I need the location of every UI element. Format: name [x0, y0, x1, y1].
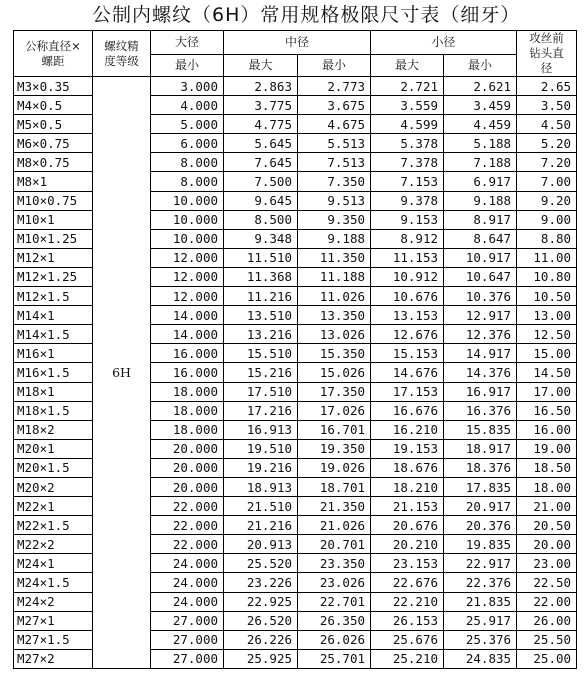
pitch-max-cell: 5.645	[224, 134, 298, 153]
minor-max-cell: 7.378	[371, 153, 444, 172]
major-min-cell: 22.000	[151, 497, 224, 516]
pitch-max-cell: 22.925	[224, 592, 298, 611]
minor-min-cell: 6.917	[444, 172, 517, 191]
minor-max-cell: 25.210	[371, 649, 444, 668]
header-drill	[517, 31, 577, 77]
drill-cell: 11.00	[517, 248, 577, 267]
minor-min-cell: 12.376	[444, 325, 517, 344]
major-min-cell: 10.000	[151, 191, 224, 210]
major-min-cell: 8.000	[151, 153, 224, 172]
pitch-min-cell: 11.350	[298, 248, 371, 267]
pitch-max-cell: 2.863	[224, 77, 298, 96]
header-drill-line3: 径	[540, 61, 553, 75]
spec-cell: M27×1.5	[14, 630, 93, 649]
minor-max-cell: 20.676	[371, 516, 444, 535]
minor-min-cell: 19.835	[444, 535, 517, 554]
header-major: 大径	[151, 31, 224, 55]
pitch-min-cell: 23.350	[298, 554, 371, 573]
header-grade	[93, 31, 151, 77]
pitch-min-cell: 15.026	[298, 363, 371, 382]
pitch-min-cell: 16.701	[298, 420, 371, 439]
minor-max-cell: 14.676	[371, 363, 444, 382]
pitch-min-cell: 17.350	[298, 382, 371, 401]
page-title: 公制内螺纹（6H）常用规格极限尺寸表（细牙）	[92, 4, 521, 26]
header-major-min: 最小	[151, 54, 224, 76]
header-minor-min: 最小	[444, 54, 517, 76]
drill-cell: 16.00	[517, 420, 577, 439]
spec-cell: M18×2	[14, 420, 93, 439]
pitch-min-cell: 23.026	[298, 573, 371, 592]
header-spec-line2: 螺距	[41, 53, 65, 68]
minor-min-cell: 18.917	[444, 439, 517, 458]
minor-min-cell: 10.376	[444, 287, 517, 306]
minor-min-cell: 3.459	[444, 96, 517, 115]
pitch-max-cell: 11.368	[224, 267, 298, 286]
major-min-cell: 16.000	[151, 344, 224, 363]
minor-min-cell: 4.459	[444, 115, 517, 134]
spec-cell: M20×1.5	[14, 458, 93, 477]
pitch-min-cell: 5.513	[298, 134, 371, 153]
minor-min-cell: 21.835	[444, 592, 517, 611]
drill-cell: 25.50	[517, 630, 577, 649]
major-min-cell: 8.000	[151, 172, 224, 191]
spec-cell: M24×1	[14, 554, 93, 573]
pitch-max-cell: 25.925	[224, 649, 298, 668]
spec-cell: M4×0.5	[14, 96, 93, 115]
spec-cell: M22×1.5	[14, 516, 93, 535]
header-spec-line1: 公称直径×	[25, 38, 81, 53]
header-grade-line1: 螺纹精	[104, 38, 139, 53]
pitch-min-cell: 17.026	[298, 401, 371, 420]
minor-min-cell: 10.647	[444, 267, 517, 286]
spec-cell: M14×1.5	[14, 325, 93, 344]
header-minor: 小径	[371, 31, 517, 55]
minor-max-cell: 26.153	[371, 611, 444, 630]
table-body	[14, 77, 577, 669]
drill-cell: 20.50	[517, 516, 577, 535]
major-min-cell: 6.000	[151, 134, 224, 153]
minor-min-cell: 20.917	[444, 497, 517, 516]
pitch-min-cell: 15.350	[298, 344, 371, 363]
pitch-min-cell: 19.026	[298, 458, 371, 477]
drill-cell: 22.50	[517, 573, 577, 592]
drill-cell: 19.00	[517, 439, 577, 458]
pitch-min-cell: 22.701	[298, 592, 371, 611]
minor-max-cell: 10.676	[371, 287, 444, 306]
pitch-max-cell: 16.913	[224, 420, 298, 439]
spec-cell: M5×0.5	[14, 115, 93, 134]
pitch-max-cell: 13.510	[224, 306, 298, 325]
drill-cell: 9.00	[517, 210, 577, 229]
pitch-min-cell: 11.188	[298, 267, 371, 286]
minor-min-cell: 20.376	[444, 516, 517, 535]
pitch-min-cell: 25.701	[298, 649, 371, 668]
major-min-cell: 22.000	[151, 535, 224, 554]
drill-cell: 20.00	[517, 535, 577, 554]
major-min-cell: 20.000	[151, 439, 224, 458]
pitch-max-cell: 11.510	[224, 248, 298, 267]
pitch-max-cell: 17.510	[224, 382, 298, 401]
header-drill-line2: 钻头直	[529, 46, 564, 60]
pitch-min-cell: 9.513	[298, 191, 371, 210]
minor-min-cell: 16.917	[444, 382, 517, 401]
major-min-cell: 27.000	[151, 611, 224, 630]
spec-cell: M8×1	[14, 172, 93, 191]
pitch-min-cell: 7.350	[298, 172, 371, 191]
spec-cell: M22×2	[14, 535, 93, 554]
spec-cell: M3×0.35	[14, 77, 93, 96]
minor-min-cell: 17.835	[444, 477, 517, 496]
minor-min-cell: 12.917	[444, 306, 517, 325]
grade-cell: 6H	[93, 77, 151, 669]
minor-max-cell: 10.912	[371, 267, 444, 286]
minor-min-cell: 9.188	[444, 191, 517, 210]
pitch-min-cell: 18.701	[298, 477, 371, 496]
spec-cell: M12×1	[14, 248, 93, 267]
pitch-min-cell: 20.701	[298, 535, 371, 554]
minor-min-cell: 25.917	[444, 611, 517, 630]
major-min-cell: 24.000	[151, 573, 224, 592]
spec-cell: M18×1.5	[14, 401, 93, 420]
pitch-max-cell: 13.216	[224, 325, 298, 344]
minor-min-cell: 8.917	[444, 210, 517, 229]
header-minor-max: 最大	[371, 54, 444, 76]
drill-cell: 13.00	[517, 306, 577, 325]
drill-cell: 22.00	[517, 592, 577, 611]
drill-cell: 12.50	[517, 325, 577, 344]
spec-cell: M10×1.25	[14, 229, 93, 248]
pitch-max-cell: 17.216	[224, 401, 298, 420]
minor-min-cell: 18.376	[444, 458, 517, 477]
header-spec	[14, 31, 93, 77]
major-min-cell: 12.000	[151, 267, 224, 286]
pitch-min-cell: 9.188	[298, 229, 371, 248]
pitch-max-cell: 21.510	[224, 497, 298, 516]
major-min-cell: 20.000	[151, 458, 224, 477]
table-row	[14, 77, 577, 96]
pitch-min-cell: 21.026	[298, 516, 371, 535]
minor-max-cell: 9.378	[371, 191, 444, 210]
minor-max-cell: 21.153	[371, 497, 444, 516]
drill-cell: 8.80	[517, 229, 577, 248]
minor-max-cell: 4.599	[371, 115, 444, 134]
minor-max-cell: 13.153	[371, 306, 444, 325]
major-min-cell: 18.000	[151, 401, 224, 420]
minor-max-cell: 22.676	[371, 573, 444, 592]
minor-min-cell: 8.647	[444, 229, 517, 248]
major-min-cell: 14.000	[151, 325, 224, 344]
pitch-max-cell: 9.645	[224, 191, 298, 210]
major-min-cell: 27.000	[151, 649, 224, 668]
minor-max-cell: 7.153	[371, 172, 444, 191]
minor-min-cell: 2.621	[444, 77, 517, 96]
minor-max-cell: 8.912	[371, 229, 444, 248]
minor-min-cell: 5.188	[444, 134, 517, 153]
spec-cell: M20×2	[14, 477, 93, 496]
pitch-min-cell: 7.513	[298, 153, 371, 172]
minor-max-cell: 18.210	[371, 477, 444, 496]
minor-min-cell: 25.376	[444, 630, 517, 649]
spec-cell: M16×1.5	[14, 363, 93, 382]
spec-cell: M14×1	[14, 306, 93, 325]
minor-max-cell: 12.676	[371, 325, 444, 344]
spec-cell: M22×1	[14, 497, 93, 516]
spec-cell: M10×1	[14, 210, 93, 229]
minor-max-cell: 3.559	[371, 96, 444, 115]
major-min-cell: 27.000	[151, 630, 224, 649]
spec-cell: M10×0.75	[14, 191, 93, 210]
major-min-cell: 12.000	[151, 287, 224, 306]
spec-cell: M18×1	[14, 382, 93, 401]
pitch-min-cell: 4.675	[298, 115, 371, 134]
major-min-cell: 3.000	[151, 77, 224, 96]
major-min-cell: 5.000	[151, 115, 224, 134]
drill-cell: 25.00	[517, 649, 577, 668]
minor-min-cell: 10.917	[444, 248, 517, 267]
drill-cell: 23.00	[517, 554, 577, 573]
drill-cell: 10.50	[517, 287, 577, 306]
minor-min-cell: 14.917	[444, 344, 517, 363]
pitch-max-cell: 25.520	[224, 554, 298, 573]
minor-min-cell: 16.376	[444, 401, 517, 420]
minor-max-cell: 11.153	[371, 248, 444, 267]
major-min-cell: 22.000	[151, 516, 224, 535]
minor-max-cell: 19.153	[371, 439, 444, 458]
minor-max-cell: 15.153	[371, 344, 444, 363]
header-pitch-min: 最小	[298, 54, 371, 76]
major-min-cell: 18.000	[151, 420, 224, 439]
pitch-max-cell: 26.226	[224, 630, 298, 649]
pitch-min-cell: 26.350	[298, 611, 371, 630]
drill-cell: 3.50	[517, 96, 577, 115]
pitch-min-cell: 3.675	[298, 96, 371, 115]
minor-max-cell: 17.153	[371, 382, 444, 401]
spec-cell: M27×1	[14, 611, 93, 630]
pitch-min-cell: 2.773	[298, 77, 371, 96]
drill-cell: 17.00	[517, 382, 577, 401]
thread-limits-table	[13, 30, 577, 669]
minor-min-cell: 22.917	[444, 554, 517, 573]
pitch-max-cell: 19.216	[224, 458, 298, 477]
drill-cell: 10.80	[517, 267, 577, 286]
drill-cell: 7.20	[517, 153, 577, 172]
pitch-max-cell: 18.913	[224, 477, 298, 496]
drill-cell: 2.65	[517, 77, 577, 96]
major-min-cell: 10.000	[151, 229, 224, 248]
major-min-cell: 16.000	[151, 363, 224, 382]
drill-cell: 15.00	[517, 344, 577, 363]
minor-min-cell: 7.188	[444, 153, 517, 172]
pitch-max-cell: 15.216	[224, 363, 298, 382]
minor-max-cell: 9.153	[371, 210, 444, 229]
pitch-max-cell: 9.348	[224, 229, 298, 248]
drill-cell: 14.50	[517, 363, 577, 382]
spec-cell: M24×1.5	[14, 573, 93, 592]
major-min-cell: 10.000	[151, 210, 224, 229]
pitch-min-cell: 13.350	[298, 306, 371, 325]
pitch-max-cell: 8.500	[224, 210, 298, 229]
major-min-cell: 12.000	[151, 248, 224, 267]
minor-min-cell: 14.376	[444, 363, 517, 382]
spec-cell: M12×1.25	[14, 267, 93, 286]
drill-cell: 4.50	[517, 115, 577, 134]
drill-cell: 18.50	[517, 458, 577, 477]
spec-cell: M8×0.75	[14, 153, 93, 172]
drill-cell: 21.00	[517, 497, 577, 516]
pitch-max-cell: 11.216	[224, 287, 298, 306]
minor-min-cell: 15.835	[444, 420, 517, 439]
pitch-max-cell: 15.510	[224, 344, 298, 363]
pitch-min-cell: 13.026	[298, 325, 371, 344]
pitch-max-cell: 20.913	[224, 535, 298, 554]
major-min-cell: 14.000	[151, 306, 224, 325]
major-min-cell: 24.000	[151, 554, 224, 573]
pitch-min-cell: 21.350	[298, 497, 371, 516]
minor-max-cell: 18.676	[371, 458, 444, 477]
pitch-min-cell: 26.026	[298, 630, 371, 649]
major-min-cell: 20.000	[151, 477, 224, 496]
major-min-cell: 4.000	[151, 96, 224, 115]
header-drill-line1: 攻丝前	[529, 31, 564, 45]
major-min-cell: 18.000	[151, 382, 224, 401]
pitch-max-cell: 4.775	[224, 115, 298, 134]
minor-max-cell: 20.210	[371, 535, 444, 554]
minor-max-cell: 23.153	[371, 554, 444, 573]
pitch-max-cell: 21.216	[224, 516, 298, 535]
minor-max-cell: 5.378	[371, 134, 444, 153]
pitch-max-cell: 7.500	[224, 172, 298, 191]
pitch-min-cell: 19.350	[298, 439, 371, 458]
header-grade-line2: 度等级	[104, 53, 139, 68]
minor-max-cell: 25.676	[371, 630, 444, 649]
minor-max-cell: 16.210	[371, 420, 444, 439]
header-pitch-max: 最大	[224, 54, 298, 76]
drill-cell: 7.00	[517, 172, 577, 191]
spec-cell: M16×1	[14, 344, 93, 363]
pitch-max-cell: 26.520	[224, 611, 298, 630]
spec-cell: M6×0.75	[14, 134, 93, 153]
spec-cell: M27×2	[14, 649, 93, 668]
pitch-max-cell: 7.645	[224, 153, 298, 172]
major-min-cell: 24.000	[151, 592, 224, 611]
drill-cell: 18.00	[517, 477, 577, 496]
pitch-max-cell: 19.510	[224, 439, 298, 458]
pitch-max-cell: 3.775	[224, 96, 298, 115]
spec-cell: M20×1	[14, 439, 93, 458]
drill-cell: 9.20	[517, 191, 577, 210]
pitch-min-cell: 11.026	[298, 287, 371, 306]
spec-cell: M12×1.5	[14, 287, 93, 306]
header-pitch: 中径	[224, 31, 371, 55]
drill-cell: 26.00	[517, 611, 577, 630]
minor-max-cell: 22.210	[371, 592, 444, 611]
spec-cell: M24×2	[14, 592, 93, 611]
minor-min-cell: 24.835	[444, 649, 517, 668]
minor-min-cell: 22.376	[444, 573, 517, 592]
drill-cell: 5.20	[517, 134, 577, 153]
pitch-max-cell: 23.226	[224, 573, 298, 592]
drill-cell: 16.50	[517, 401, 577, 420]
pitch-min-cell: 9.350	[298, 210, 371, 229]
minor-max-cell: 16.676	[371, 401, 444, 420]
minor-max-cell: 2.721	[371, 77, 444, 96]
